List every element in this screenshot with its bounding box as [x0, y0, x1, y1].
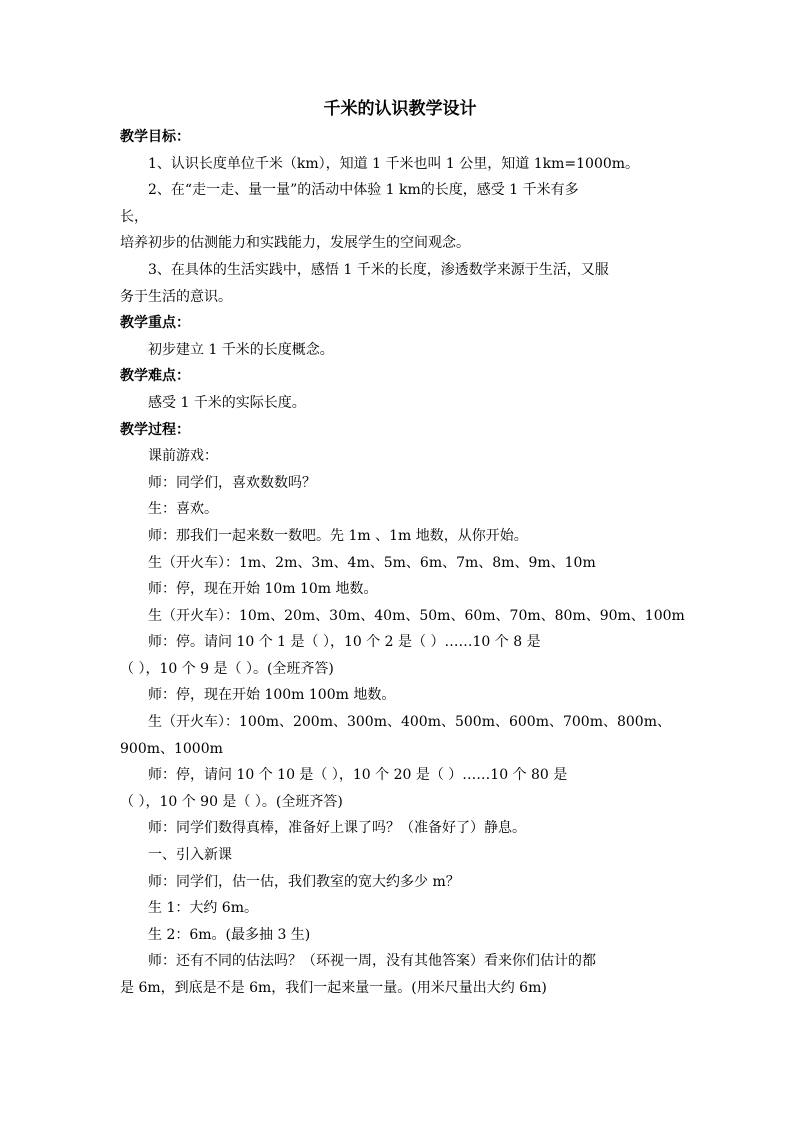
process-line: 课前游戏： — [148, 448, 218, 465]
process-line: 师：停，现在开始 100m 100m 地数。 — [148, 687, 396, 704]
process-line: 师：同学们，喜欢数数吗？ — [148, 474, 316, 491]
process-line: 生 2：6m。(最多抽 3 生) — [148, 926, 311, 943]
process-line: 师：同学们，估一估，我们教室的宽大约多少 m？ — [148, 873, 460, 890]
process-line: 一、引入新课 — [148, 847, 232, 864]
process-line: 生：喜欢。 — [148, 501, 218, 518]
process-line: 生（开火车）：10m、20m、30m、40m、50m、60m、70m、80m、90m、100m — [148, 607, 685, 624]
document-page — [120, 94, 685, 1002]
page-title: 千米的认识教学设计 — [323, 99, 477, 119]
process-line: （ ），10 个 90 是（ ）。(全班齐答) — [120, 793, 343, 810]
goal-3-line-2: 务于生活的意识。 — [120, 288, 232, 305]
process-line: 师：停。请问 10 个 1 是（ ），10 个 2 是（ ）……10 个 8 是 — [148, 634, 541, 651]
goal-2-line-2: 长， — [120, 208, 148, 225]
process-line: 师：那我们一起来数一数吧。先 1m 、1m 地数，从你开始。 — [148, 527, 528, 544]
difficulty-heading: 教学难点： — [120, 368, 190, 385]
process-line: 900m、1000m — [120, 740, 223, 757]
process-line: 生（开火车）：1m、2m、3m、4m、5m、6m、7m、8m、9m、10m — [148, 554, 596, 571]
goal-1: 1、认识长度单位千米（km），知道 1 千米也叫 1 公里，知道 1km=1000m。 — [148, 155, 640, 172]
goal-3-line-1: 3、在具体的生活实践中，感悟 1 千米的长度，渗透数学来源于生活，又服 — [148, 261, 609, 278]
difficulty-text: 感受 1 千米的实际长度。 — [148, 394, 306, 411]
process-line: 生 1：大约 6m。 — [148, 900, 258, 917]
process-line: 是 6m，到底是不是 6m，我们一起来量一量。(用米尺量出大约 6m) — [120, 980, 547, 996]
key-points-heading: 教学重点： — [120, 315, 190, 332]
process-line: 师：同学们数得真棒，准备好上课了吗？（准备好了）静息。 — [148, 820, 526, 837]
goal-2-line-1: 2、在“走一走、量一量”的活动中体验 1 km的长度，感受 1 千米有多 — [148, 182, 579, 199]
process-line: 师：还有不同的估法吗？（环视一周，没有其他答案）看来你们估计的都 — [148, 953, 596, 970]
process-heading: 教学过程： — [120, 421, 190, 438]
process-line: 生（开火车）：100m、200m、300m、400m、500m、600m、700m、800m、 — [148, 714, 671, 731]
key-points-text: 初步建立 1 千米的长度概念。 — [148, 341, 334, 358]
process-line: （ ），10 个 9 是（ ）。(全班齐答) — [120, 660, 334, 677]
process-line: 师：停，现在开始 10m 10m 地数。 — [148, 581, 378, 598]
goals-heading: 教学目标： — [120, 129, 190, 145]
goal-2-line-3: 培养初步的估测能力和实践能力，发展学生的空间观念。 — [120, 235, 470, 252]
process-line: 师：停，请问 10 个 10 是（ ），10 个 20 是（ ）……10 个 80 是 — [148, 767, 568, 784]
